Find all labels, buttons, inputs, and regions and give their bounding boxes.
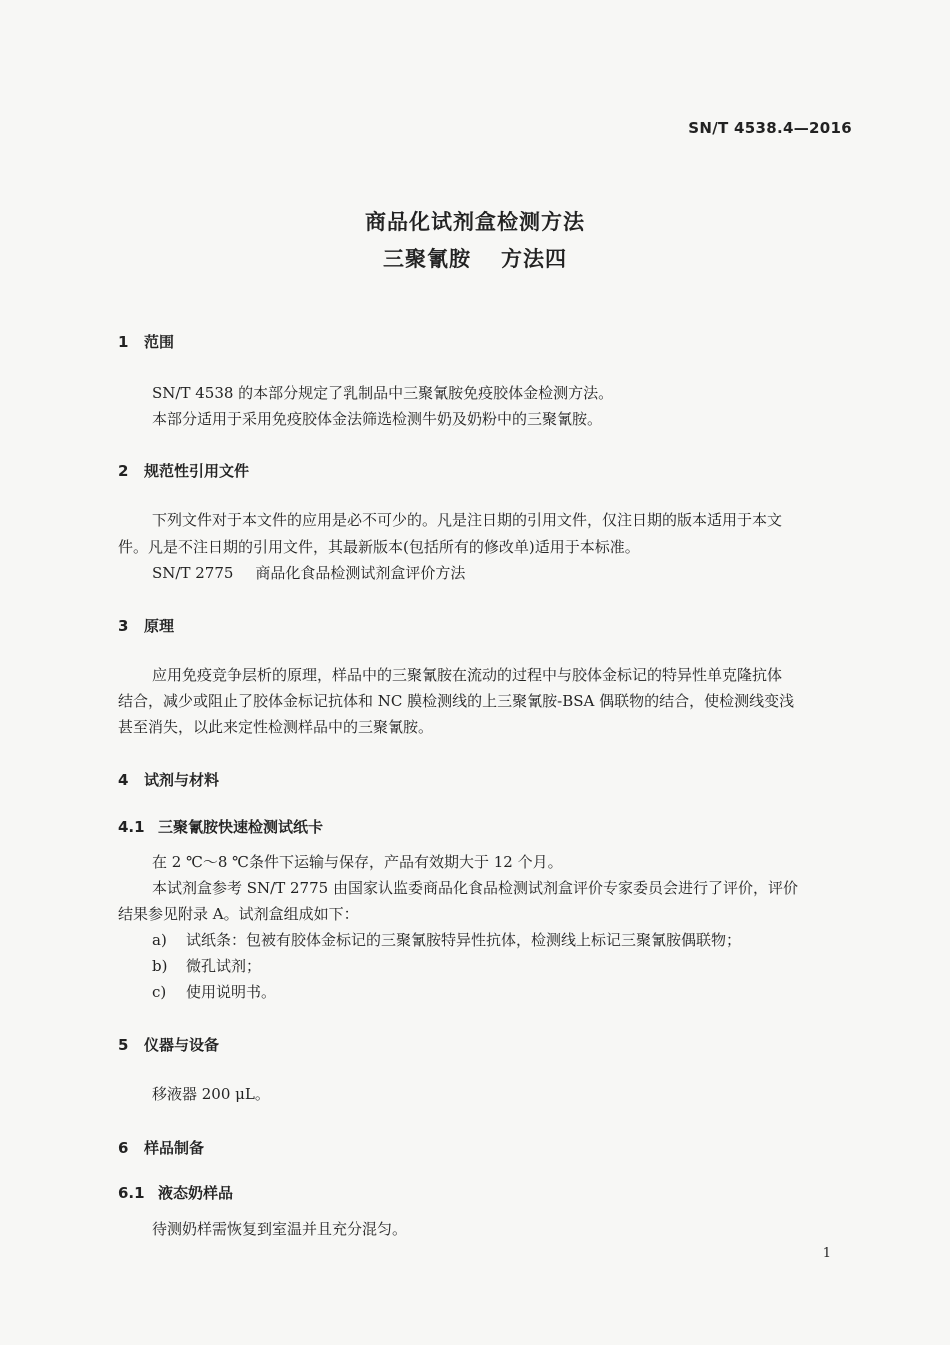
section-6-heading [118,1137,204,1158]
list-text: 试纸条：包被有胶体金标记的三聚氰胺特异性抗体，检测线上标记三聚氰胺偶联物； [186,931,742,949]
section-4-heading [118,769,219,790]
list-marker: a) [152,931,167,949]
section-title: 原理 [144,617,175,635]
paragraph-line: 结合，减少或阻止了胶体金标记抗体和 NC 膜检测线的上三聚氰胺-BSA 偶联物的结合，使检测线变浅 [118,692,795,710]
list-text: 使用说明书。 [186,983,277,1001]
paragraph-line: 应用免疫竞争层析的原理，样品中的三聚氰胺在流动的过程中与胶体金标记的特异性单克隆抗体 [152,666,783,684]
list-item [152,927,741,953]
section-number: 3 [118,617,129,635]
title-method: 方法四 [501,247,567,271]
reference-title: 商品化食品检测试剂盒评价方法 [255,564,466,582]
section-3-heading [118,615,174,636]
paragraph: 本部分适用于采用免疫胶体金法筛选检测牛奶及奶粉中的三聚氰胺。 [152,410,603,428]
document-code: SN/T 4538.4—2016 [688,119,852,137]
section-title: 规范性引用文件 [144,462,250,480]
list-item [152,953,261,979]
subsection-number: 6.1 [118,1184,145,1202]
section-number: 1 [118,333,129,351]
paragraph-line: 甚至消失，以此来定性检测样品中的三聚氰胺。 [118,718,434,736]
subsection-title: 液态奶样品 [158,1184,234,1202]
subsection-number: 4.1 [118,818,145,836]
section-1-heading [118,331,174,352]
title-subject: 三聚氰胺 [383,247,471,271]
list-text: 微孔试剂； [186,957,262,975]
section-number: 2 [118,462,129,480]
document-title-line1: 商品化试剂盒检测方法 [365,210,585,234]
document-title-line2 [0,243,950,273]
paragraph: SN/T 4538 的本部分规定了乳制品中三聚氰胺免疫胶体金检测方法。 [152,384,614,402]
section-number: 4 [118,771,129,789]
reference-code: SN/T 2775 [152,564,234,582]
subsection-title: 三聚氰胺快速检测试纸卡 [158,818,324,836]
list-item [152,979,276,1005]
list-marker: c) [152,983,167,1001]
subsection-6-1-heading [118,1182,233,1203]
paragraph: 待测奶样需恢复到室温并且充分混匀。 [152,1220,408,1238]
section-number: 6 [118,1139,129,1157]
section-title: 仪器与设备 [144,1036,220,1054]
paragraph-line: 本试剂盒参考 SN/T 2775 由国家认监委商品化食品检测试剂盒评价专家委员会进行了评价，评价 [152,879,798,897]
paragraph-line: 下列文件对于本文件的应用是必不可少的。凡是注日期的引用文件，仅注日期的版本适用于本文 [152,511,783,529]
section-2-heading [118,460,249,481]
paragraph-line: 件。凡是不注日期的引用文件，其最新版本(包括所有的修改单)适用于本标准。 [118,538,640,556]
subsection-4-1-heading [118,816,323,837]
list-marker: b) [152,957,168,975]
paragraph: 在 2 ℃～8 ℃条件下运输与保存，产品有效期大于 12 个月。 [152,853,563,871]
section-title: 试剂与材料 [144,771,220,789]
page-number: 1 [822,1246,831,1261]
paragraph: 移液器 200 μL。 [152,1085,270,1103]
section-5-heading [118,1034,219,1055]
section-title: 样品制备 [144,1139,205,1157]
section-title: 范围 [144,333,175,351]
section-number: 5 [118,1036,129,1054]
paragraph-line: 结果参见附录 A。试剂盒组成如下： [118,905,359,923]
normative-reference [152,560,465,586]
